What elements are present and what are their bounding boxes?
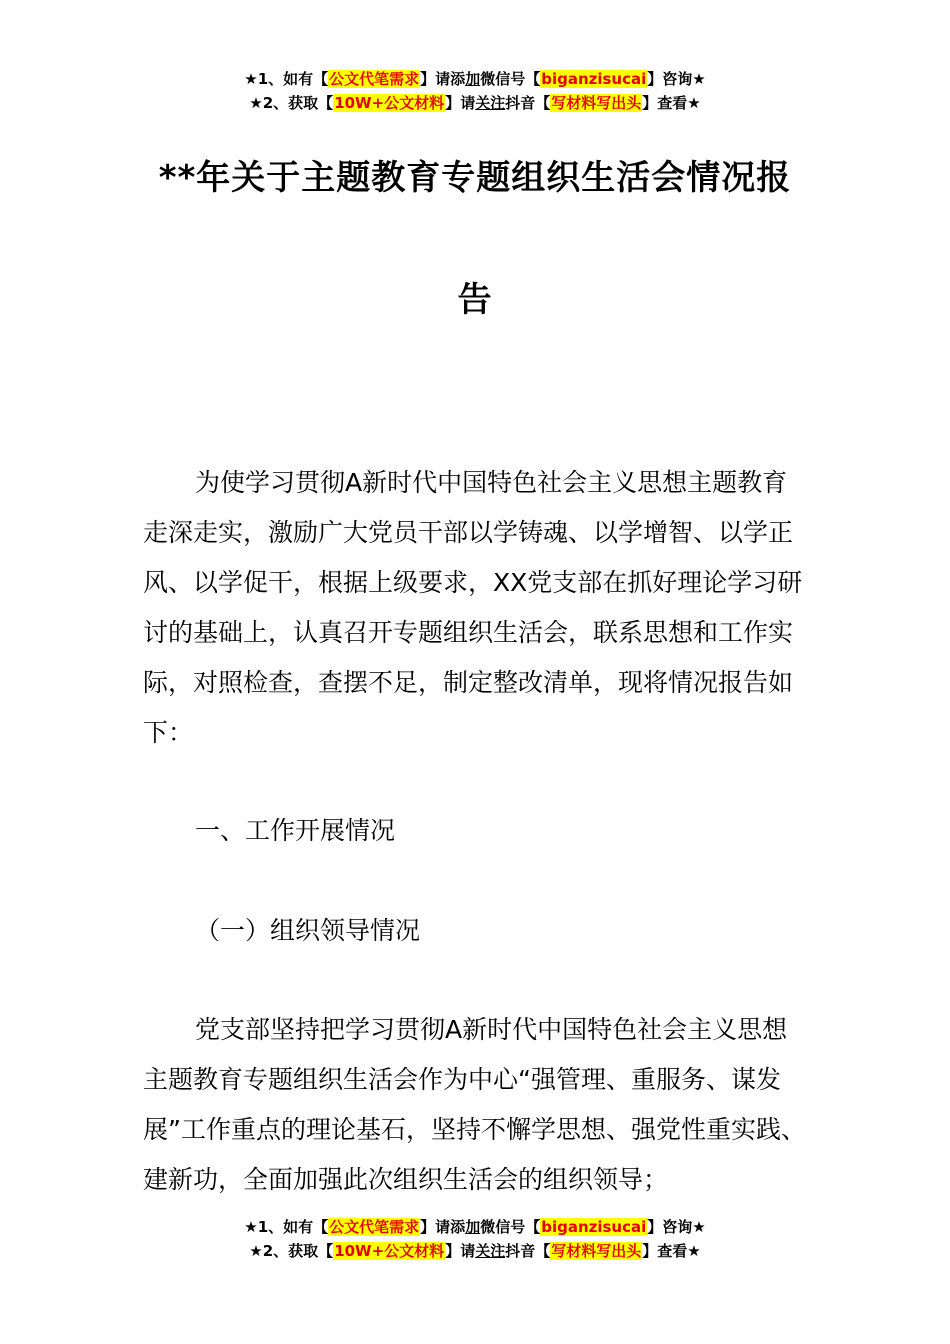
footer-banner [0, 1216, 950, 1264]
header-banner [0, 68, 950, 116]
banner-line-2: ★2、获取【10W+公文材料】请关注抖音【写材料写出头】查看★ [249, 94, 701, 112]
body-paragraph: 党支部坚持把学习贯彻A新时代中国特色社会主义思想主题教育专题组织生活会作为中心“强管理、重服务、谋发展”工作重点的理论基石，坚持不懈学思想、强党性重实践、建新功，全面加强此次组织生活会的组织领导； [143, 1015, 806, 1194]
highlight-wechat-id: biganzisucai [541, 70, 647, 88]
subsection-heading: （一）组织领导情况 [195, 916, 421, 945]
document-title-continued: 告 [457, 280, 493, 320]
highlight-douyin: 写材料写出头 [551, 94, 642, 112]
highlight-service: 公文代笔需求 [329, 1218, 420, 1236]
intro-paragraph: 为使学习贯彻A新时代中国特色社会主义思想主题教育走深走实，激励广大党员干部以学铸魂、以学增智、以学正风、以学促干，根据上级要求，XX党支部在抓好理论学习研讨的基础上，认真召开专题组织生活会，联系思想和工作实际，对照检查，查摆不足，制定整改清单，现将情况报告如下： [143, 468, 803, 747]
document-title: **年关于主题教育专题组织生活会情况报 [158, 158, 792, 198]
banner-line-2: ★2、获取【10W+公文材料】请关注抖音【写材料写出头】查看★ [249, 1242, 701, 1260]
highlight-materials: 10W+公文材料 [334, 94, 445, 112]
section-heading: 一、工作开展情况 [195, 816, 396, 845]
highlight-douyin: 写材料写出头 [551, 1242, 642, 1260]
highlight-wechat-id: biganzisucai [541, 1218, 647, 1236]
highlight-service: 公文代笔需求 [329, 70, 420, 88]
highlight-materials: 10W+公文材料 [334, 1242, 445, 1260]
banner-line-1: ★1、如有【公文代笔需求】请添加微信号【biganzisucai】咨询★ [244, 70, 706, 88]
banner-line-1: ★1、如有【公文代笔需求】请添加微信号【biganzisucai】咨询★ [244, 1218, 706, 1236]
